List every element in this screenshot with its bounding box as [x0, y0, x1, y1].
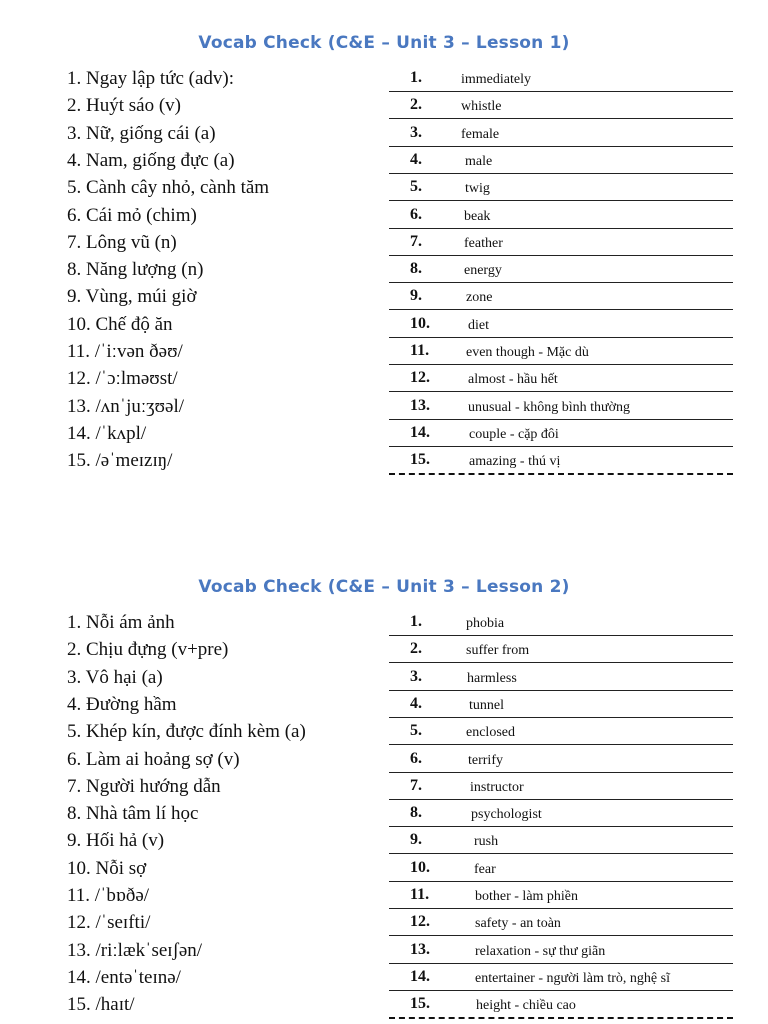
- answer-text: amazing - thú vị: [469, 454, 561, 470]
- vocab-prompt: 9. Hối hả (v): [67, 830, 165, 852]
- answer-line: [389, 990, 733, 991]
- answer-line: [389, 473, 733, 475]
- answer-number: 15.: [410, 995, 430, 1013]
- answer-number: 7.: [410, 232, 422, 250]
- answer-line: [389, 337, 733, 338]
- answer-line: [389, 91, 733, 92]
- answer-line: [389, 908, 733, 909]
- answer-line: [389, 935, 733, 936]
- vocab-prompt: 12. /ˈɔːlməʊst/: [67, 368, 178, 390]
- answer-line: [389, 799, 733, 800]
- answer-text: immediately: [461, 72, 531, 87]
- vocab-prompt: 4. Nam, giống đực (a): [67, 149, 235, 171]
- lesson-title: Vocab Check (C&E – Unit 3 – Lesson 2): [198, 577, 570, 597]
- answer-text: twig: [465, 181, 490, 197]
- answer-text: tunnel: [469, 697, 504, 713]
- answer-text: rush: [474, 834, 499, 850]
- answer-number: 2.: [410, 640, 422, 658]
- answer-number: 14.: [410, 967, 430, 985]
- answer-line: [389, 744, 733, 745]
- answer-text: psychologist: [471, 807, 542, 823]
- vocab-prompt: 14. /ˈkʌpl/: [67, 422, 147, 444]
- answer-number: 14.: [410, 423, 430, 441]
- vocab-prompt: 5. Cành cây nhỏ, cành tăm: [67, 177, 270, 199]
- answer-line: [389, 391, 733, 392]
- answer-text: phobia: [466, 616, 505, 631]
- vocab-prompt: 11. /ˈiːvən ðəʊ/: [67, 341, 183, 362]
- answer-number: 13.: [410, 396, 430, 414]
- answer-text: energy: [464, 263, 502, 279]
- vocab-prompt: 13. /riːlækˈseɪʃən/: [67, 939, 203, 961]
- answer-text: feather: [464, 235, 503, 251]
- answer-number: 3.: [410, 123, 422, 141]
- answer-text: bother - làm phiền: [475, 889, 579, 904]
- vocab-prompt: 12. /ˈseɪfti/: [67, 912, 151, 934]
- answer-line: [389, 717, 733, 718]
- answer-line: [389, 690, 733, 691]
- answer-text: suffer from: [466, 643, 530, 659]
- vocab-prompt: 1. Ngay lập tức (adv):: [67, 68, 234, 89]
- vocab-prompt: 7. Người hướng dẫn: [67, 775, 221, 797]
- answer-number: 12.: [410, 369, 430, 387]
- vocab-prompt: 5. Khép kín, được đính kèm (a): [67, 721, 306, 743]
- answer-number: 8.: [410, 804, 422, 822]
- answer-line: [389, 881, 733, 882]
- answer-line: [389, 255, 733, 256]
- answer-number: 1.: [410, 69, 422, 86]
- answer-line: [389, 146, 733, 147]
- vocab-prompt: 10. Nỗi sợ: [67, 857, 147, 879]
- answer-text: couple - cặp đôi: [469, 426, 559, 442]
- answer-text: unusual - không bình thường: [468, 399, 630, 415]
- answer-line: [389, 635, 733, 636]
- answer-text: entertainer - người làm trò, nghệ sĩ: [475, 970, 670, 986]
- vocab-prompt: 4. Đường hầm: [67, 693, 177, 715]
- vocab-prompt: 2. Huýt sáo (v): [67, 95, 181, 117]
- answer-number: 6.: [410, 205, 422, 223]
- answer-line: [389, 963, 733, 964]
- answer-number: 9.: [410, 287, 422, 305]
- answer-text: instructor: [470, 779, 524, 795]
- answer-text: whistle: [461, 99, 502, 115]
- vocab-prompt: 6. Cái mỏ (chim): [67, 204, 197, 226]
- answer-text: almost - hầu hết: [468, 372, 558, 388]
- answer-line: [389, 228, 733, 229]
- answer-number: 4.: [410, 150, 422, 168]
- vocab-prompt: 15. /əˈmeɪzɪŋ/: [67, 450, 173, 472]
- answer-line: [389, 200, 733, 201]
- answer-text: diet: [468, 317, 489, 333]
- vocab-prompt: 10. Chế độ ăn: [67, 313, 173, 335]
- vocab-prompt: 9. Vùng, múi giờ: [67, 286, 197, 308]
- vocab-prompt: 6. Làm ai hoảng sợ (v): [67, 748, 240, 770]
- answer-number: 9.: [410, 831, 422, 849]
- answer-text: harmless: [467, 670, 517, 686]
- vocab-prompt: 11. /ˈbɒðə/: [67, 885, 150, 906]
- answer-number: 11.: [410, 886, 430, 903]
- vocab-prompt: 8. Nhà tâm lí học: [67, 803, 199, 825]
- answer-text: fear: [474, 861, 496, 877]
- answer-line: [389, 826, 733, 827]
- answer-number: 2.: [410, 96, 422, 114]
- vocab-prompt: 14. /entəˈteɪnə/: [67, 966, 181, 988]
- vocab-prompt: 2. Chịu đựng (v+pre): [67, 639, 229, 661]
- answer-text: beak: [464, 208, 491, 224]
- answer-number: 12.: [410, 913, 430, 931]
- answer-text: even though - Mặc dù: [466, 345, 589, 360]
- answer-number: 4.: [410, 694, 422, 712]
- answer-text: relaxation - sự thư giãn: [475, 943, 606, 959]
- vocab-prompt: 3. Vô hại (a): [67, 666, 163, 688]
- answer-text: zone: [466, 290, 493, 306]
- answer-number: 10.: [410, 858, 430, 876]
- answer-line: [389, 118, 733, 119]
- answer-number: 11.: [410, 342, 430, 359]
- answer-number: 10.: [410, 314, 430, 332]
- answer-text: terrify: [468, 752, 503, 768]
- answer-number: 6.: [410, 749, 422, 767]
- answer-line: [389, 446, 733, 447]
- answer-line: [389, 419, 733, 420]
- answer-line: [389, 309, 733, 310]
- answer-number: 7.: [410, 776, 422, 794]
- answer-text: safety - an toàn: [475, 916, 561, 932]
- lesson-title: Vocab Check (C&E – Unit 3 – Lesson 1): [198, 33, 570, 53]
- answer-text: male: [465, 153, 493, 169]
- answer-text: enclosed: [466, 725, 515, 741]
- vocab-prompt: 3. Nữ, giống cái (a): [67, 122, 216, 144]
- answer-number: 5.: [410, 178, 422, 196]
- answer-line: [389, 1017, 733, 1019]
- answer-text: female: [461, 126, 500, 142]
- answer-line: [389, 662, 733, 663]
- vocab-prompt: 8. Năng lượng (n): [67, 259, 204, 281]
- answer-text: height - chiều cao: [476, 998, 576, 1014]
- answer-number: 13.: [410, 940, 430, 958]
- answer-number: 1.: [410, 613, 422, 630]
- answer-line: [389, 364, 733, 365]
- answer-line: [389, 282, 733, 283]
- answer-line: [389, 772, 733, 773]
- vocab-prompt: 13. /ʌnˈjuːʒʊəl/: [67, 395, 185, 417]
- vocab-prompt: 1. Nỗi ám ảnh: [67, 612, 175, 633]
- answer-line: [389, 173, 733, 174]
- answer-number: 8.: [410, 260, 422, 278]
- answer-line: [389, 853, 733, 854]
- answer-number: 5.: [410, 722, 422, 740]
- answer-number: 3.: [410, 667, 422, 685]
- vocab-prompt: 15. /haɪt/: [67, 994, 135, 1016]
- vocab-prompt: 7. Lông vũ (n): [67, 231, 177, 253]
- answer-number: 15.: [410, 451, 430, 469]
